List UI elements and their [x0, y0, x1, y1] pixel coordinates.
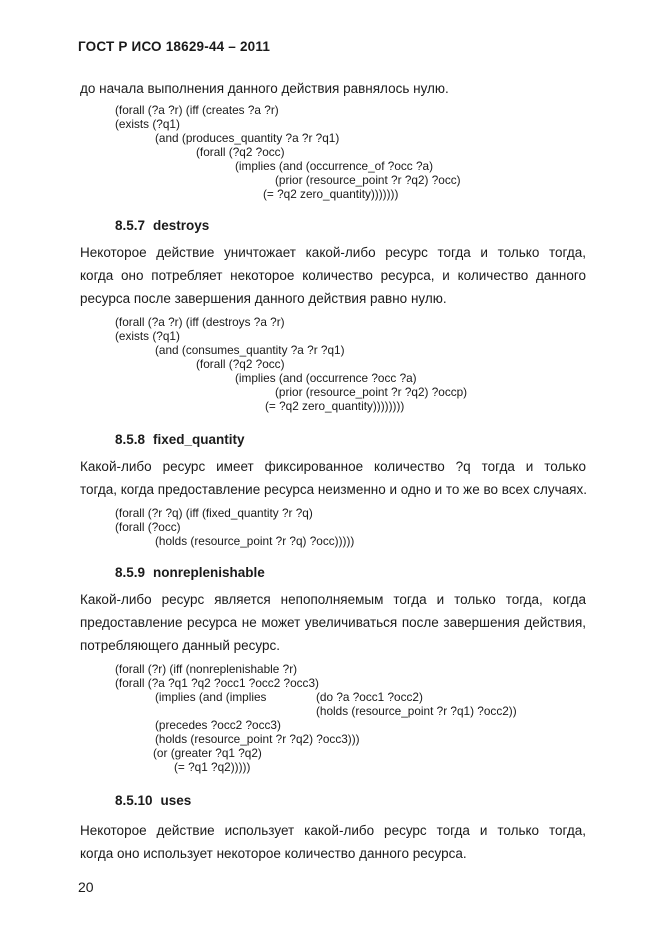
code-line: (exists (?q1)	[115, 117, 180, 131]
section-heading-8-5-9	[115, 565, 265, 580]
code-line: (forall (?q2 ?occ)	[196, 357, 285, 371]
section-number: 8.5.9	[115, 565, 146, 580]
code-line: (do ?a ?occ1 ?occ2)	[316, 690, 423, 704]
code-line: (forall (?r) (iff (nonreplenishable ?r)	[115, 662, 298, 676]
section-title: nonreplenishable	[153, 565, 265, 580]
section-heading-8-5-7	[115, 218, 209, 233]
code-line: (prior (resource_point ?r ?q2) ?occ)	[275, 173, 461, 187]
code-line: (prior (resource_point ?r ?q2) ?occp)	[275, 385, 468, 399]
section-heading-8-5-8	[115, 432, 245, 447]
section-title: destroys	[153, 218, 210, 233]
code-line: (exists (?q1)	[115, 329, 180, 343]
paragraph-line: Некоторое действие использует какой-либо ресурс тогда и только тогда,	[80, 823, 586, 838]
code-line: (holds (resource_point ?r ?q1) ?occ2))	[316, 704, 517, 718]
paragraph-line: потребляющего данный ресурс.	[80, 638, 281, 653]
paragraph-line: Некоторое действие уничтожает какой-либо ресурс тогда и только тогда,	[80, 245, 586, 260]
code-line: (forall (?r ?q) (iff (fixed_quantity ?r ?q)	[115, 506, 313, 520]
code-line: (or (greater ?q1 ?q2)	[153, 746, 262, 760]
code-line: (and (produces_quantity ?a ?r ?q1)	[155, 131, 340, 145]
section-number: 8.5.8	[115, 432, 146, 447]
code-line: (forall (?a ?r) (iff (destroys ?a ?r)	[115, 315, 285, 329]
code-line: (and (consumes_quantity ?a ?r ?q1)	[155, 343, 345, 357]
code-line: (holds (resource_point ?r ?q) ?occ)))))	[155, 534, 355, 548]
section-title: fixed_quantity	[153, 432, 245, 447]
section-number: 8.5.7	[115, 218, 146, 233]
intro-line: до начала выполнения данного действия равнялось нулю.	[80, 81, 449, 96]
paragraph-line: когда оно потребляет некоторое количество ресурса, и количество данного	[80, 268, 586, 283]
paragraph-line: Какой-либо ресурс является непополняемым тогда и только тогда, когда	[80, 592, 586, 607]
code-line: (implies (and (implies	[155, 690, 267, 704]
section-heading-8-5-10	[115, 793, 191, 808]
document-header: ГОСТ Р ИСО 18629-44 – 2011	[78, 39, 271, 54]
code-line: (precedes ?occ2 ?occ3)	[155, 718, 281, 732]
paragraph-line: когда оно использует некоторое количество данного ресурса.	[80, 846, 467, 861]
code-line: (forall (?occ)	[115, 520, 181, 534]
section-title: uses	[160, 793, 192, 808]
code-line: (= ?q2 zero_quantity))))))))	[265, 399, 405, 413]
paragraph-line: предоставление ресурса не может увеличиваться после завершения действия,	[80, 615, 586, 630]
code-line: (implies (and (occurrence ?occ ?a)	[235, 371, 417, 385]
paragraph-line: ресурса после завершения данного действия равно нулю.	[80, 291, 447, 306]
code-line: (forall (?a ?q1 ?q2 ?occ1 ?occ2 ?occ3)	[115, 676, 319, 690]
code-line: (holds (resource_point ?r ?q2) ?occ3)))	[155, 732, 360, 746]
paragraph-line: тогда, когда предоставление ресурса неизменно и одно и то же во всех случаях.	[80, 482, 587, 497]
code-line: (forall (?q2 ?occ)	[196, 145, 285, 159]
code-line: (= ?q1 ?q2)))))	[174, 760, 251, 774]
paragraph-line: Какой-либо ресурс имеет фиксированное количество ?q тогда и только	[80, 459, 586, 474]
code-line: (forall (?a ?r) (iff (creates ?a ?r)	[115, 103, 279, 117]
page-number: 20	[78, 879, 94, 895]
section-number: 8.5.10	[115, 793, 153, 808]
code-line: (implies (and (occurrence_of ?occ ?a)	[235, 159, 434, 173]
code-line: (= ?q2 zero_quantity)))))))	[263, 187, 399, 201]
